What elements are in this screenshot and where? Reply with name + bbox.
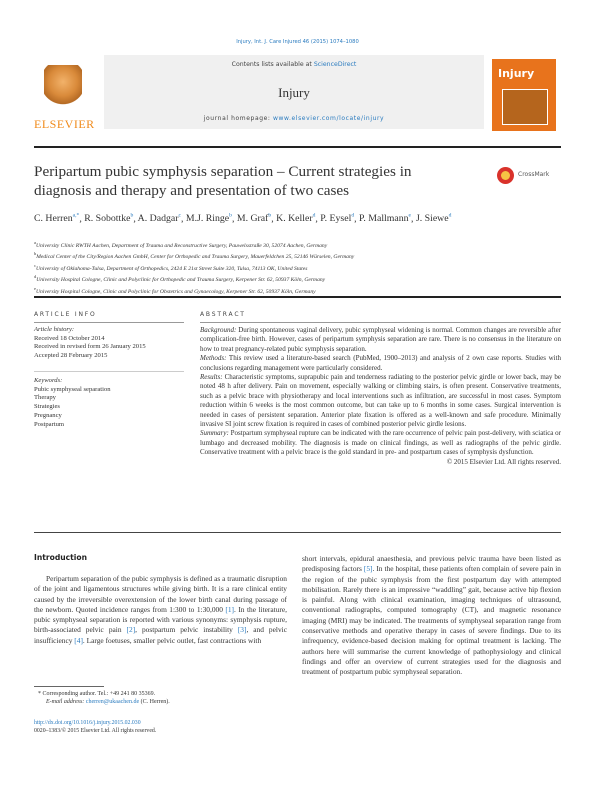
contents-line [104, 61, 484, 68]
author[interactable]: A. Dadgar$^c$ [137, 213, 181, 225]
journal-citation[interactable]: Injury, Int. J. Care Injured 46 (2015) 1074–1080 [236, 39, 359, 45]
header-divider [34, 296, 561, 298]
footnotes [34, 690, 287, 707]
reference-link[interactable]: [4] [74, 635, 83, 645]
elsevier-wordmark: ELSEVIER [34, 117, 95, 131]
keyword[interactable]: Pubic symphyseal separation [34, 385, 111, 393]
article-info-heading: ARTICLE INFO [34, 311, 97, 318]
homepage-link[interactable]: www.elsevier.com/locate/injury [273, 115, 385, 122]
keywords-label: Keywords: [34, 377, 63, 384]
keyword[interactable]: Postpartum [34, 420, 65, 428]
reference-link[interactable]: [3] [237, 625, 247, 635]
affiliation: $^d$University Hospital Cologne, Clinic and Polyclinic for Orthopedic and Trauma Surgery, Kerpener Str. 62, 50937 Köln, Germany [34, 274, 326, 284]
journal-name: Injury [278, 85, 310, 100]
affiliation: $^a$University Clinic RWTH Aachen, Department of Trauma and Reconstructive Surgery, Pauwelsstraße 30, 52074 Aachen, Germany [34, 240, 328, 249]
introduction-heading: Introduction [34, 553, 88, 562]
abstract-summary: Summary: Postpartum symphyseal rupture can be indicated with the rare occurrence of pelvic pain post-delivery, with sciatica or lumbago and decreased mobility. The diagnosis is made on clinical findings, as well as radiographs of the pelvic girdle. Conservative treatment with a pelvic brace is the gold standard in pre- and postpartum cases of symphysis dysfunction. [200, 429, 562, 457]
abstract-methods: Methods: This review used a literature-based search (PubMed, 1900–2013) and analysis of 2 own case reports. Studies with conclusions regarding management were particularly considered. [200, 354, 562, 372]
sciencedirect-link[interactable]: ScienceDirect [313, 61, 357, 68]
doi-link[interactable]: http://dx.doi.org/10.1016/j.injury.2015.02.030 [34, 720, 141, 726]
history-label: Article history: [34, 326, 75, 333]
intro-left-paragraph: Peripartum separation of the pubic symphysis is defined as a traumatic disruption of the joint and ligamentous structures while giving birth. It is a rare clinical entity caused by the irreversible overextension of the lower birth canal during passage of the newborn. Quoted incidence ranges from 1:300 to 1:30,000 [1]. In the literature, pubic symphyseal separation is reported with various synonyms: symphysis rupture, birth-associated pelvic pain [2], postpartum pelvic instability [3], and pelvic insufficiency [4]. Large foetuses, smaller pelvic outlet, fast contractions with [34, 574, 287, 645]
crossmark-label: CrossMark [518, 171, 550, 178]
author[interactable]: P. Eysel$^d$ [320, 213, 355, 225]
contents-prefix: Contents lists available at [231, 61, 314, 68]
keywords [34, 377, 184, 429]
cover-title: Injury [498, 67, 535, 80]
abstract-background: Background: During spontaneous vaginal delivery, pubic symphyseal widening is normal. Common changes are reversible after complication-free birth. However, cases of peripartum symphysis separation are rare. There is no consensus in the literature on how to treat pregnancy-related pubic symphysis separation. [200, 326, 562, 353]
affiliation: $^b$Medical Center of the City/Region Aachen GmbH, Center for Orthopedic and Trauma Surgery, Mauerfeldchen 25, 52146 Würselen, Germany [34, 251, 355, 261]
history-item: Accepted 28 February 2015 [34, 352, 108, 360]
reference-link[interactable]: [1] [225, 604, 235, 614]
keyword[interactable]: Therapy [34, 394, 56, 402]
elsevier-tree-icon [44, 65, 82, 107]
reference-link[interactable]: [2] [126, 625, 136, 635]
article-title: Peripartum pubic symphysis separation – Current strategies in diagnosis and therapy and presentation of two cases [34, 163, 412, 199]
article-info-rule [34, 322, 184, 323]
reference-link[interactable]: [5] [363, 564, 373, 574]
masthead-divider [34, 146, 561, 148]
corresponding-author: * Corresponding author. Tel.: +49 241 80 35369. [38, 691, 156, 697]
history-item: Received in revised form 26 January 2015 [34, 343, 146, 351]
email-link[interactable]: cherren@ukaachen.de [85, 699, 140, 706]
affiliation: $^c$University of Oklahoma-Tulsa, Department of Orthopedics, 2424 E 21st Street Suite 320, Tulsa, 74113 OK, United States [34, 262, 308, 272]
masthead-banner [104, 55, 484, 129]
abstract-body [200, 326, 561, 467]
email-line: E-mail address: cherren@ukaachen.de (C. Herren). [46, 699, 170, 706]
crossmark-badge[interactable] [497, 167, 567, 187]
issn-line: 0020–1383/© 2015 Elsevier Ltd. All rights reserved. [34, 728, 157, 735]
info-separator [34, 371, 184, 372]
author-list: C. Herren$^{a,*}$, R. Sobottke$^b$, A. Dadgar$^c$, M.J. Ringe$^b$, M. Graf$^b$, K. Keller$^d$, P. Eysel$^d$, P. Mallmann$^e$, J. Siewe$^d$ [34, 213, 452, 225]
abstract-rule [200, 322, 561, 323]
journal-masthead [34, 55, 561, 133]
keyword[interactable]: Strategies [34, 403, 61, 411]
intro-right-paragraph: short intervals, epidural anaesthesia, and previous pelvic trauma have been listed as predisposing factors [5]. In the hospital, these patients often complain of severe pain in the region of the pubic symphysis from the first postpartum day with attempted mobilisation. Rarely there is an impressive “waddling” gait, because active hip flexion is painful. Along with clinical examination, imaging techniques of ultrasound, conventional radiographs, computed tomography (CT), and magnetic resonance imaging (MRI) may be indicated. The treatments of symphyseal separation range from conservative methods and operative therapy in cases of severe findings. Due to its infrequency, evidence-based decision making for optimal treatment is lacking. The authors here will summarise the current knowledge of pathophysiology and clinical findings and offer an overview of current strategies used for the diagnosis and treatment of postpartum pubic symphyseal separation. [302, 554, 561, 677]
abstract-heading: ABSTRACT [200, 311, 246, 318]
journal-homepage [104, 115, 484, 122]
author[interactable]: M.J. Ringe$^b$ [185, 213, 232, 225]
author[interactable]: C. Herren$^{a,*}$ [34, 213, 80, 225]
abstract-results: Results: Characteristic symptoms, suprapubic pain and tenderness radiating to the posterior pelvic girdle or lower back, may be noted 48 h after delivery. Pain on movement, especially walking or climbing stairs, is often present. Conservative treatments, such as a pelvic brace with physiotherapy and local interventions such as infiltration, are successful in most cases. Symptom reduction within 6 weeks is the most common outcome, but can take up to 6 months in some cases. Surgical intervention is needed in cases of persistent separation. Anterior plate fixation is offered as a well-known and safe procedure. Minimally invasive SI joint screw fixation is required in cases of combined posterior pelvic girdle lesions. [200, 373, 562, 429]
author[interactable]: R. Sobottke$^b$ [84, 213, 134, 225]
history-item: Received 18 October 2014 [34, 334, 105, 342]
author[interactable]: M. Graf$^b$ [236, 213, 272, 225]
affiliation-list [34, 239, 561, 296]
author[interactable]: P. Mallmann$^e$ [359, 213, 412, 225]
crossmark-icon [497, 167, 514, 184]
homepage-prefix: journal homepage: [203, 115, 274, 122]
doi-block [34, 719, 334, 735]
footnote-rule [34, 686, 104, 687]
abstract-copyright: © 2015 Elsevier Ltd. All rights reserved. [446, 457, 561, 466]
affiliation: $^e$University Hospital Cologne, Clinic and Polyclinic for Obstetrics and Gynaecology, Kerpener Str. 62, 50937 Köln, Germany [34, 285, 316, 295]
cover-image [502, 89, 548, 125]
article-info [34, 326, 184, 361]
author[interactable]: K. Keller$^d$ [276, 213, 316, 225]
journal-cover-thumbnail[interactable] [492, 59, 556, 131]
abstract-end-rule [34, 532, 561, 533]
keyword[interactable]: Pregnancy [34, 411, 62, 419]
author[interactable]: J. Siewe$^d$ [415, 213, 452, 225]
elsevier-logo[interactable] [34, 59, 95, 131]
